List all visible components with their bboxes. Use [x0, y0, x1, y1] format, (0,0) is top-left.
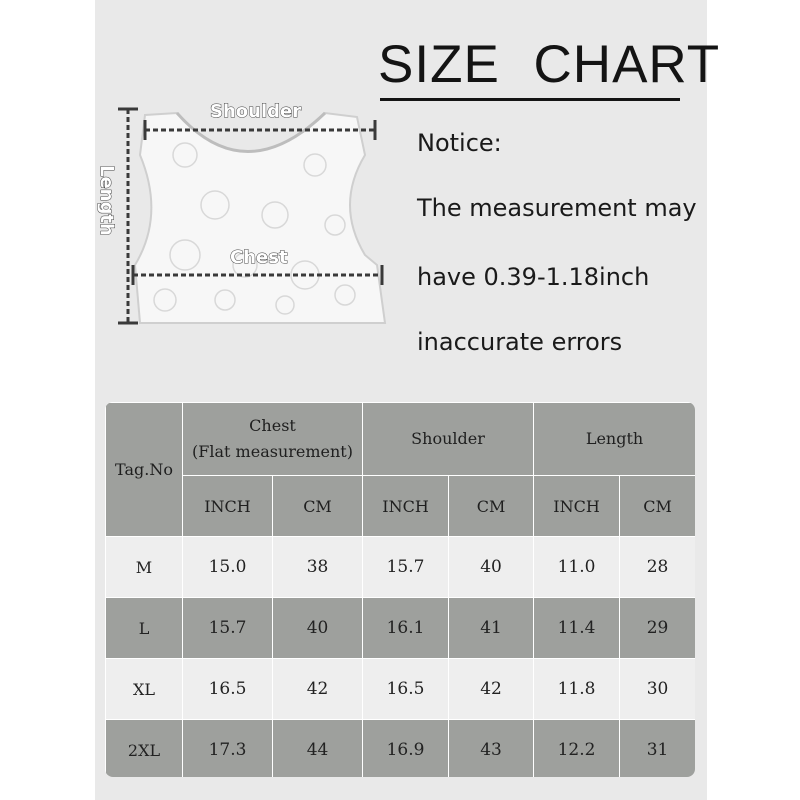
garment-illustration: [95, 95, 395, 335]
title-underline: [380, 98, 680, 101]
table-cell: 11.0: [534, 537, 620, 598]
notice-line-2: have 0.39-1.18inch: [417, 263, 650, 291]
size-tag: M: [106, 537, 183, 598]
table-cell: 30: [620, 659, 695, 720]
table-row: [106, 659, 696, 720]
table-cell: 42: [273, 659, 363, 720]
chest-label: Chest: [230, 247, 288, 268]
table-cell: 16.5: [183, 659, 273, 720]
table-row: [106, 720, 696, 778]
size-tag: L: [106, 598, 183, 659]
table-cell: 12.2: [534, 720, 620, 778]
unit-header-chest-inch: INCH: [183, 476, 273, 537]
table-cell: 43: [449, 720, 534, 778]
table-cell: 16.5: [363, 659, 449, 720]
size-tag: 2XL: [106, 720, 183, 778]
table-cell: 16.1: [363, 598, 449, 659]
table-cell: 16.9: [363, 720, 449, 778]
size-table: [105, 402, 695, 777]
table-row: [106, 598, 696, 659]
chest-header-note: (Flat measurement): [192, 442, 353, 461]
length-header-title: Length: [585, 429, 644, 449]
table-cell: 11.4: [534, 598, 620, 659]
unit-header-length-cm: CM: [620, 476, 695, 537]
table-cell: 40: [273, 598, 363, 659]
table-cell: 17.3: [183, 720, 273, 778]
page-title: SIZE CHART: [378, 35, 721, 94]
length-label: Length: [96, 165, 117, 236]
shoulder-label: Shoulder: [210, 101, 302, 122]
unit-header-chest-cm: CM: [273, 476, 363, 537]
chest-header-title: Chest: [249, 416, 296, 436]
size-table-container: [105, 402, 695, 777]
table-cell: 15.7: [363, 537, 449, 598]
garment-measurement-diagram: [95, 95, 395, 335]
chest-header: [183, 403, 363, 476]
length-measure-line: [118, 109, 138, 323]
shoulder-header: [363, 403, 534, 476]
table-cell: 42: [449, 659, 534, 720]
table-cell: 28: [620, 537, 695, 598]
size-tag: XL: [106, 659, 183, 720]
table-cell: 15.0: [183, 537, 273, 598]
shoulder-header-title: Shoulder: [411, 429, 485, 449]
table-cell: 40: [449, 537, 534, 598]
table-cell: 31: [620, 720, 695, 778]
table-row: [106, 537, 696, 598]
table-cell: 15.7: [183, 598, 273, 659]
table-cell: 11.8: [534, 659, 620, 720]
unit-header-length-inch: INCH: [534, 476, 620, 537]
table-cell: 38: [273, 537, 363, 598]
notice-line-3: inaccurate errors: [417, 328, 623, 356]
notice-line-1: The measurement may: [417, 194, 697, 222]
unit-header-shoulder-inch: INCH: [363, 476, 449, 537]
notice-heading: Notice:: [417, 129, 502, 157]
table-cell: 41: [449, 598, 534, 659]
tag-header: Tag.No: [106, 403, 183, 537]
table-cell: 44: [273, 720, 363, 778]
length-header: [534, 403, 695, 476]
unit-header-shoulder-cm: CM: [449, 476, 534, 537]
table-cell: 29: [620, 598, 695, 659]
